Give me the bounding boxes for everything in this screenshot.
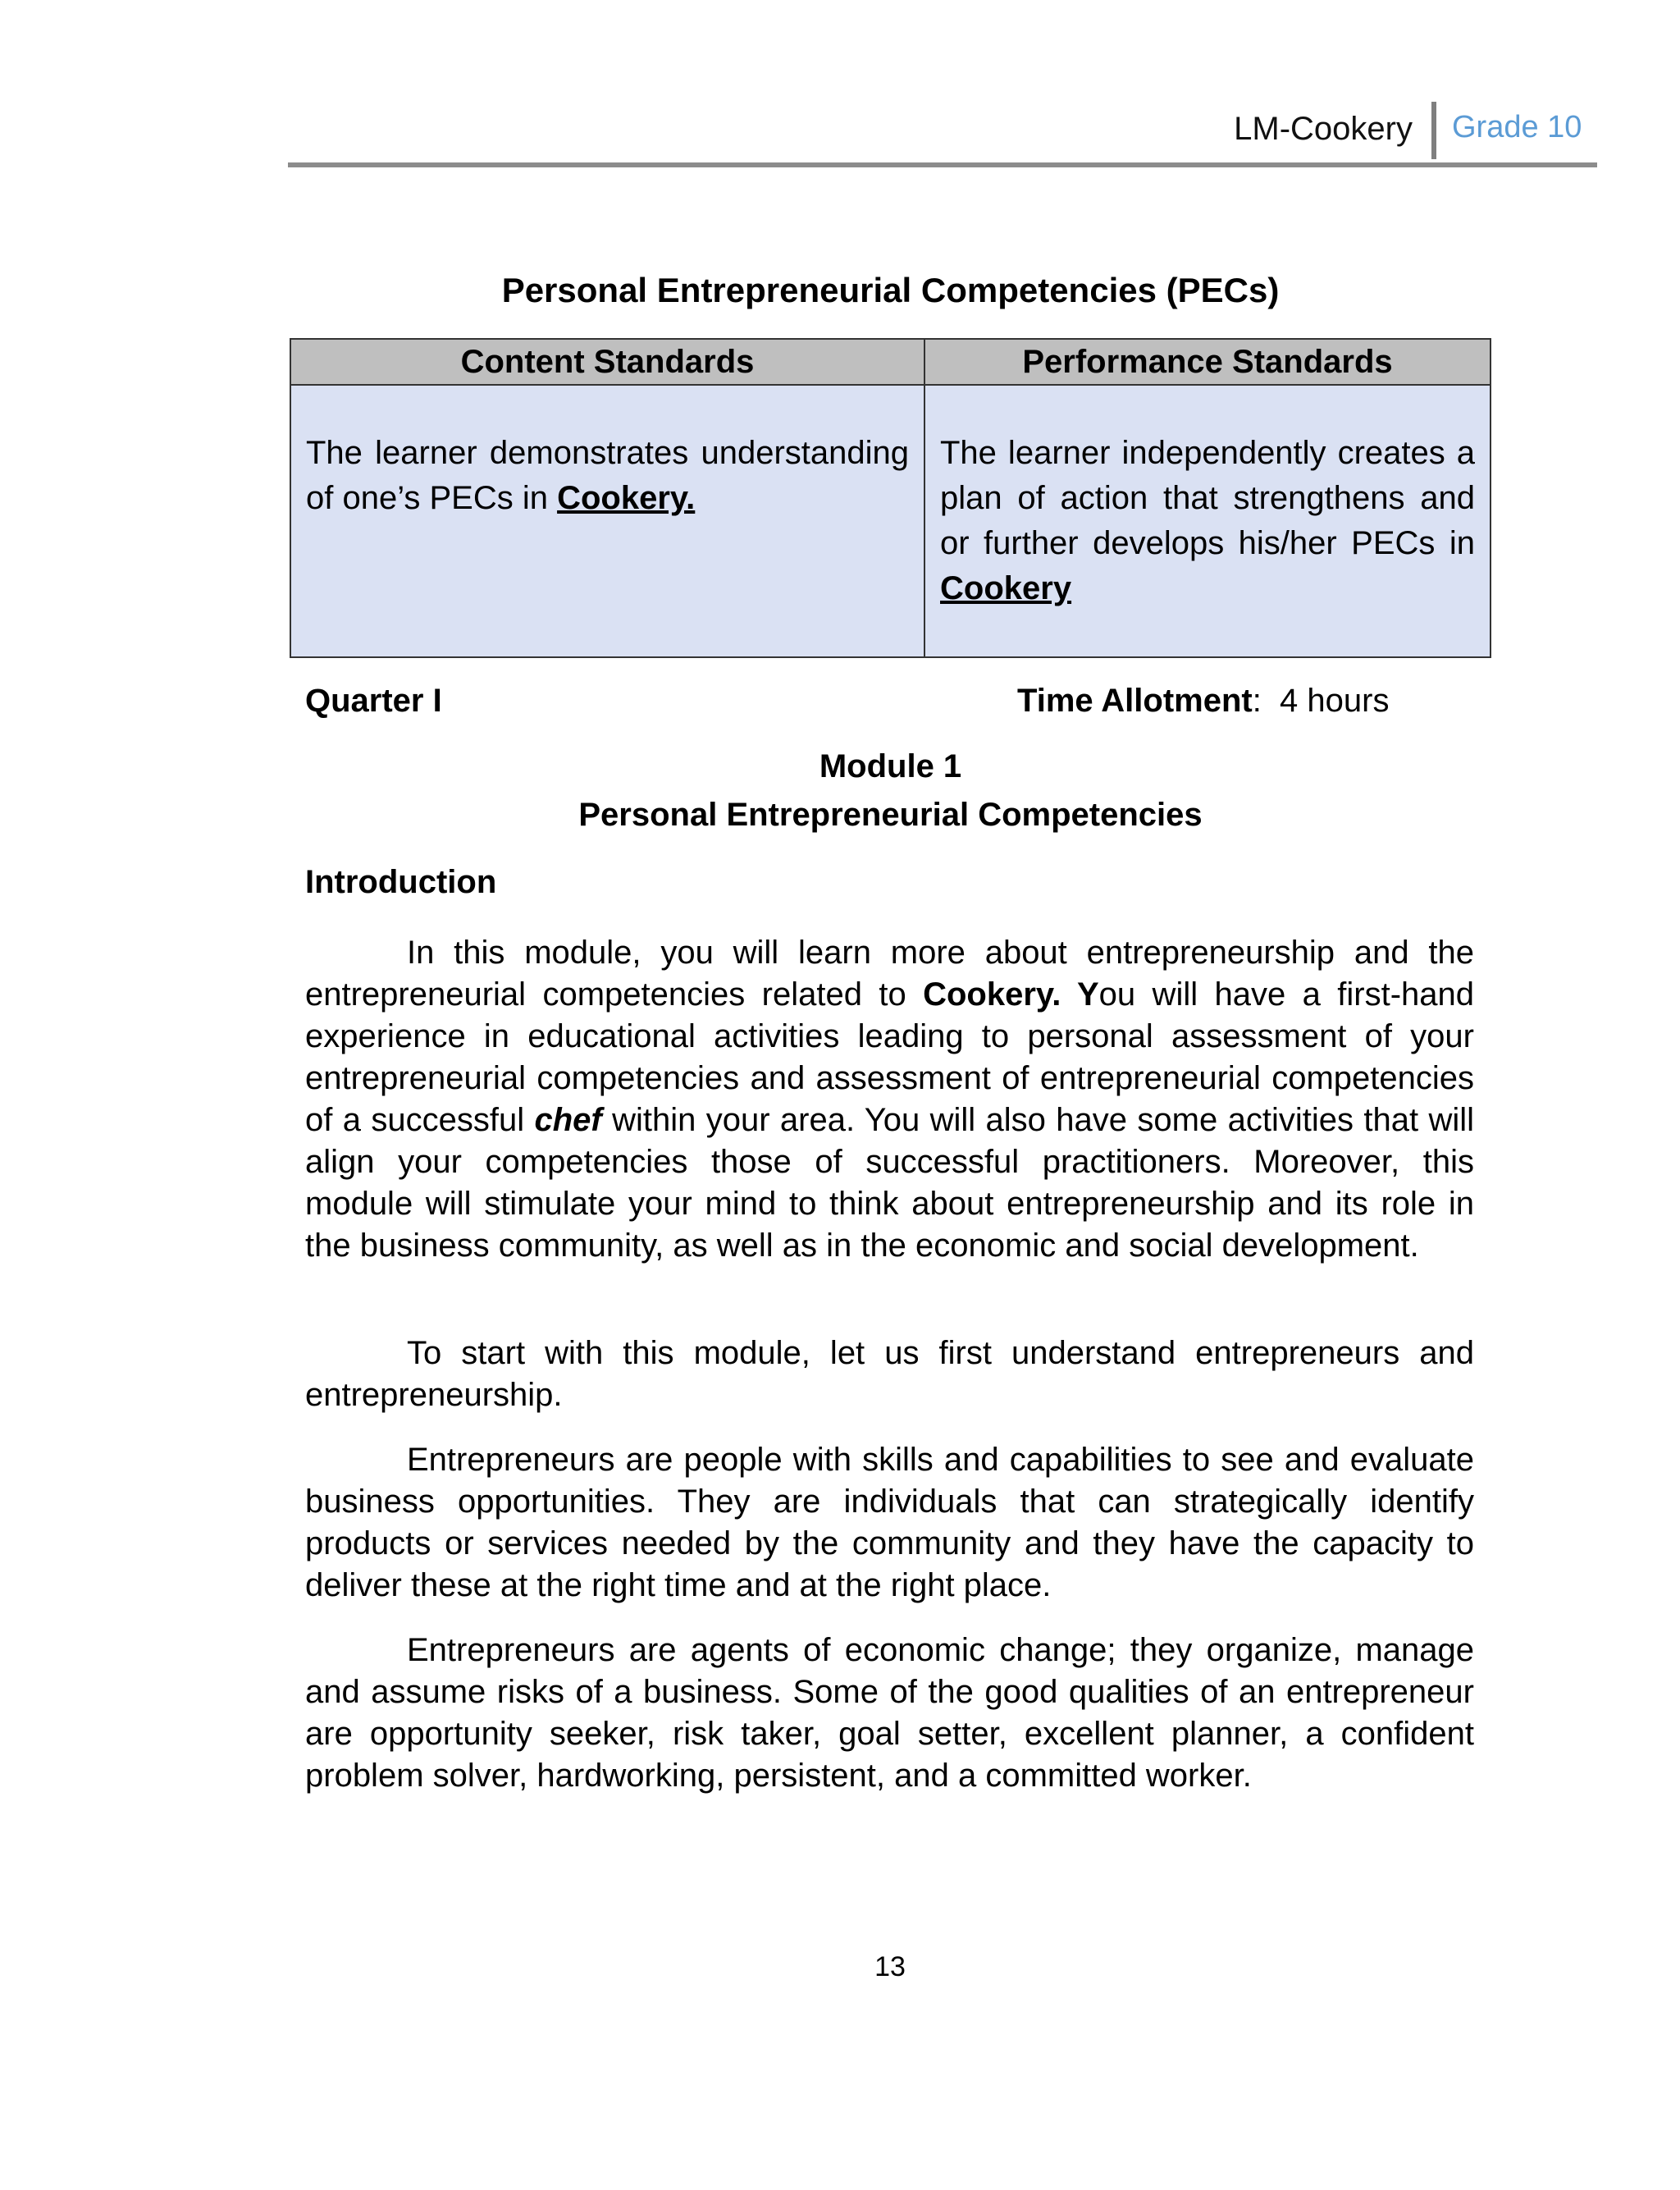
performance-standards-cell	[924, 385, 1491, 657]
intro-paragraph-3: Entrepreneurs are people with skills and capabilities to see and evaluate business opportunities. They are individuals that can strategically identify products or services needed by the community and they have the capacity to deliver these at the right time and at the right place.	[305, 1442, 1474, 1603]
module-title: Personal Entrepreneurial Competencies	[578, 797, 1203, 833]
intro-paragraph-2: To start with this module, let us first understand entrepreneurs and entrepreneurship.	[305, 1335, 1474, 1413]
intro-p1-text-c: within your area. You will also have some activities that will align your competencies those of successful practitioners. Moreover, this module will stimulate your mind to think about entrepreneurship and its role in the business community, as well as in the economic and social development.	[305, 1102, 1474, 1264]
standards-table	[290, 338, 1491, 658]
standards-body-row	[290, 385, 1491, 657]
page-header	[288, 97, 1597, 169]
header-grade: Grade 10	[1452, 110, 1582, 144]
content-standards-text: The learner demonstrates understanding of one’s PECs in	[306, 435, 909, 516]
intro-paragraph-4: Entrepreneurs are agents of economic change; they organize, manage and assume risks of a business. Some of the good qualities of an entrepreneur are opportunity seeker, risk taker, goal setter, excellent planner, a confident problem solver, hardworking, persistent, and a committed worker.	[305, 1632, 1474, 1794]
time-allotment-value: 4 hours	[1280, 683, 1390, 719]
standards-header-row	[290, 339, 1491, 385]
intro-p1-bold: Cookery. Y	[923, 976, 1099, 1013]
intro-p1-text-a: In this module, you will learn more about entrepreneurship and the entrepreneurial competencies related to	[305, 935, 1474, 1013]
intro-p1-text-b: ou will have a first-hand experience in educational activities leading to personal assessment of your entrepreneurial competencies and assessment of entrepreneurial competencies of a successful	[305, 976, 1475, 1138]
document-title: Personal Entrepreneurial Competencies (PECs)	[501, 271, 1280, 309]
intro-paragraph-1	[305, 932, 1474, 1267]
content-standards-emphasis: Cookery.	[557, 480, 696, 516]
module-number: Module 1	[819, 748, 962, 784]
time-allotment-label: Time Allotment	[1017, 683, 1253, 719]
header-separator	[1431, 102, 1436, 159]
page-number: 13	[874, 1951, 906, 1982]
header-course: LM-Cookery	[1234, 111, 1413, 147]
performance-standards-emphasis: Cookery	[940, 570, 1072, 606]
quarter-label: Quarter I	[305, 683, 442, 719]
header-rule	[288, 162, 1597, 167]
content-standards-header: Content Standards	[290, 339, 924, 385]
performance-standards-text: The learner independently creates a plan of action that strengthens and or further develops his/her PECs in	[940, 435, 1475, 561]
time-allotment: Time Allotment: 4 hours	[1017, 683, 1390, 719]
intro-p1-italic: chef	[534, 1102, 602, 1138]
introduction-heading: Introduction	[305, 864, 497, 900]
content-standards-cell	[290, 385, 924, 657]
performance-standards-header: Performance Standards	[924, 339, 1491, 385]
